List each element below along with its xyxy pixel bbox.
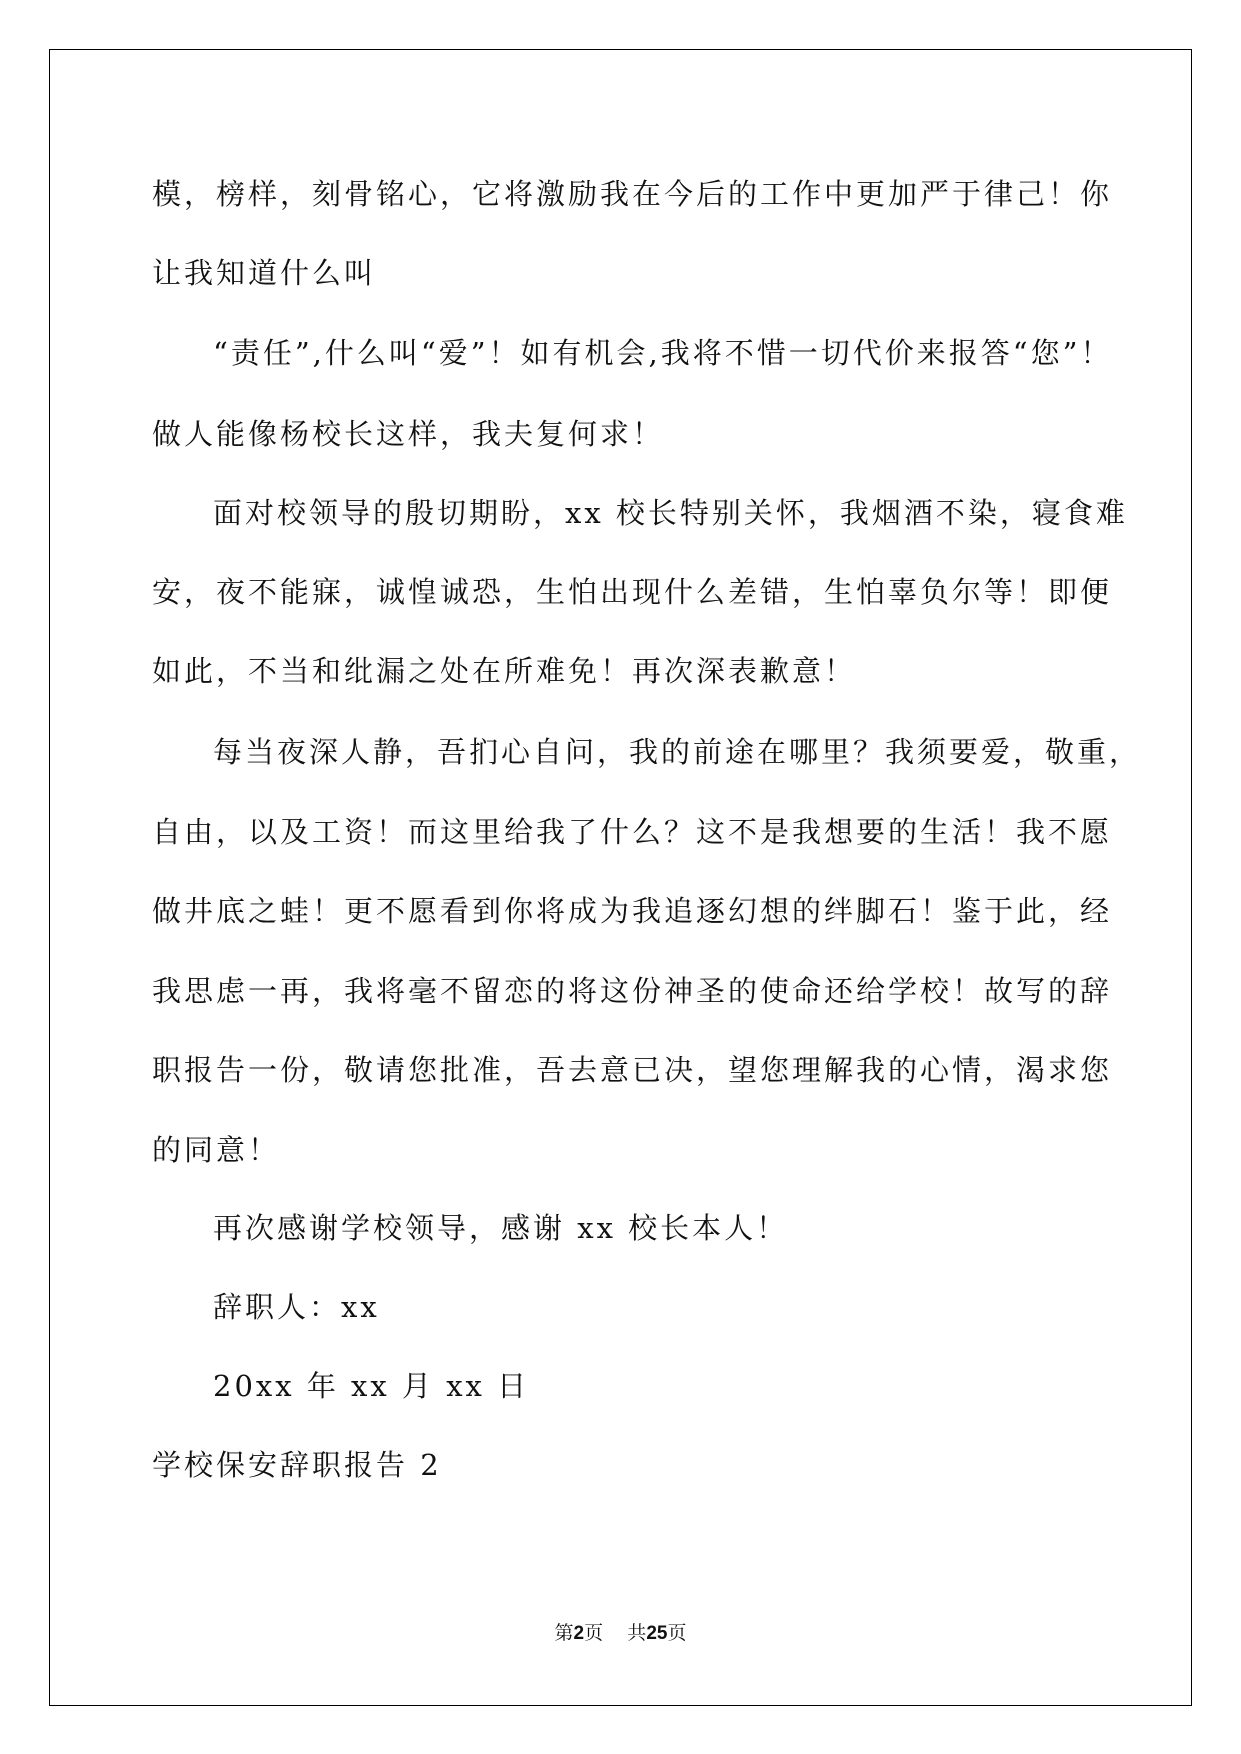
page-suffix: 页 <box>584 1622 604 1644</box>
body-line-5: 面对校领导的殷切期盼，xx 校长特别关怀，我烟酒不染，寝食难 <box>213 496 1128 530</box>
body-line-4: 做人能像杨校长这样，我夫复何求！ <box>152 417 665 451</box>
body-line-11: 我思虑一再，我将毫不留恋的将这份神圣的使命还给学校！故写的辞 <box>152 974 1113 1008</box>
total-pages: 25 <box>646 1623 668 1644</box>
body-line-2: 让我知道什么叫 <box>152 256 377 290</box>
total-prefix: 共 <box>627 1622 647 1644</box>
page-number: 2 <box>573 1623 585 1644</box>
page-footer <box>0 1618 1241 1645</box>
section-heading: 学校保安辞职报告 2 <box>152 1448 442 1482</box>
date-line: 20xx 年 xx 月 xx 日 <box>213 1369 530 1403</box>
body-line-3: “责任”,什么叫“爱”！如有机会,我将不惜一切代价来报答“您”！ <box>213 336 1113 370</box>
body-line-6: 安，夜不能寐，诚惶诚恐，生怕出现什么差错，生怕辜负尔等！即便 <box>152 575 1113 609</box>
body-line-13: 的同意！ <box>152 1133 281 1167</box>
body-line-9: 自由，以及工资！而这里给我了什么？这不是我想要的生活！我不愿 <box>152 815 1113 849</box>
body-line-14: 再次感谢学校领导，感谢 xx 校长本人！ <box>213 1211 789 1245</box>
body-line-1: 模，榜样，刻骨铭心，它将激励我在今后的工作中更加严于律己！你 <box>152 177 1113 211</box>
signature-line: 辞职人：xx <box>213 1290 380 1324</box>
body-line-10: 做井底之蛙！更不愿看到你将成为我追逐幻想的绊脚石！鉴于此，经 <box>152 894 1113 928</box>
total-suffix: 页 <box>667 1622 687 1644</box>
page-prefix: 第 <box>554 1622 574 1644</box>
body-line-7: 如此，不当和纰漏之处在所难免！再次深表歉意！ <box>152 654 857 688</box>
body-line-12: 职报告一份，敬请您批准，吾去意已决，望您理解我的心情，渴求您 <box>152 1053 1113 1087</box>
body-line-8: 每当夜深人静，吾扪心自问，我的前途在哪里？我须要爱，敬重， <box>213 735 1142 769</box>
